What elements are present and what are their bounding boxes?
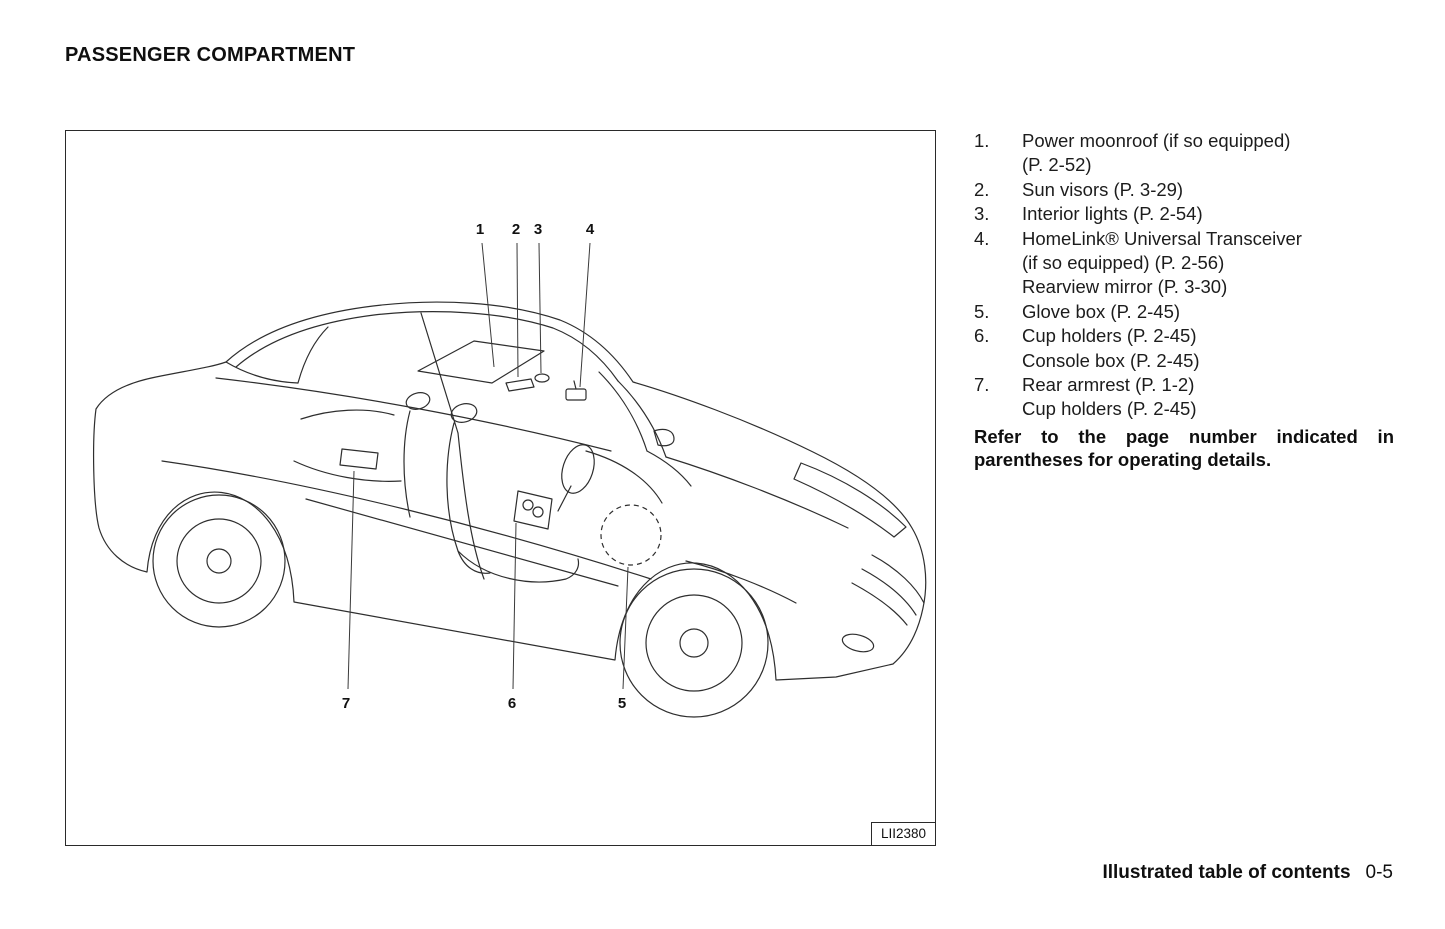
- rear-armrest-shape: [340, 449, 378, 469]
- page-title: PASSENGER COMPARTMENT: [65, 44, 356, 66]
- legend-line: Interior lights (P. 2-54): [1022, 203, 1203, 225]
- figure-frame: [65, 130, 936, 846]
- car-diagram: [66, 131, 935, 845]
- callout-number-1: 1: [475, 221, 485, 238]
- footer-page-number: 0-5: [1365, 862, 1393, 883]
- rearview-mirror-shape: [566, 389, 586, 400]
- legend-item-3: [974, 202, 1394, 226]
- legend-line: Cup holders (P. 2-45): [1022, 398, 1197, 420]
- legend-item-number: 3.: [974, 203, 990, 225]
- legend-item-number: 2.: [974, 178, 990, 200]
- page-footer: [1102, 862, 1393, 884]
- car-body-outline: [94, 302, 926, 680]
- legend-line: Glove box (P. 2-45): [1022, 300, 1181, 322]
- legend-item-text: [1022, 202, 1394, 226]
- legend-item-7: [974, 373, 1394, 422]
- legend-item-5: [974, 300, 1394, 324]
- legend-item-number: 1.: [974, 130, 990, 151]
- legend-item-text: [1022, 324, 1394, 373]
- callout-number-6: 6: [507, 695, 517, 712]
- legend-item-6: [974, 324, 1394, 373]
- legend-line: Rearview mirror (P. 3-30): [1022, 276, 1228, 298]
- legend-item-number: 7.: [974, 374, 990, 396]
- legend-item-number: 5.: [974, 300, 990, 322]
- legend-item-text: [1022, 300, 1394, 324]
- callout-number-5: 5: [617, 695, 627, 712]
- footer-section-title: Illustrated table of contents: [1102, 862, 1351, 883]
- legend-item-2: [974, 178, 1394, 202]
- legend-note: Refer to the page number indicated in parentheses for operating details.: [974, 425, 1394, 471]
- legend-item-number: 4.: [974, 227, 990, 249]
- figure-code-label: LII2380: [871, 822, 935, 845]
- callout-number-4: 4: [585, 221, 595, 238]
- legend-item-number: 6.: [974, 325, 990, 347]
- legend-item-1: [974, 129, 1394, 178]
- legend-item-4: [974, 227, 1394, 300]
- callout-number-7: 7: [341, 695, 351, 712]
- legend-item-text: [1022, 227, 1394, 300]
- legend-line: Power moonroof (if so equipped): [1022, 130, 1291, 151]
- sun-visor-shape: [506, 379, 534, 391]
- legend-line: Sun visors (P. 3-29): [1022, 178, 1184, 200]
- legend-item-text: [1022, 129, 1394, 178]
- moonroof-shape: [418, 341, 544, 383]
- legend-line: Console box (P. 2-45): [1022, 349, 1200, 371]
- legend-item-text: [1022, 373, 1394, 422]
- legend-item-text: [1022, 178, 1394, 202]
- legend-line: Cup holders (P. 2-45): [1022, 325, 1197, 347]
- legend-line: (P. 2-52): [1022, 154, 1092, 176]
- legend-list: [974, 129, 1394, 472]
- glove-box-region: [601, 505, 661, 565]
- legend-line: HomeLink® Universal Transceiver: [1022, 227, 1302, 249]
- legend-line: (if so equipped) (P. 2-56): [1022, 252, 1225, 274]
- callout-number-2: 2: [511, 221, 521, 238]
- callout-number-3: 3: [533, 221, 543, 238]
- legend-line: Rear armrest (P. 1-2): [1022, 374, 1195, 396]
- interior-light-shape: [535, 374, 549, 382]
